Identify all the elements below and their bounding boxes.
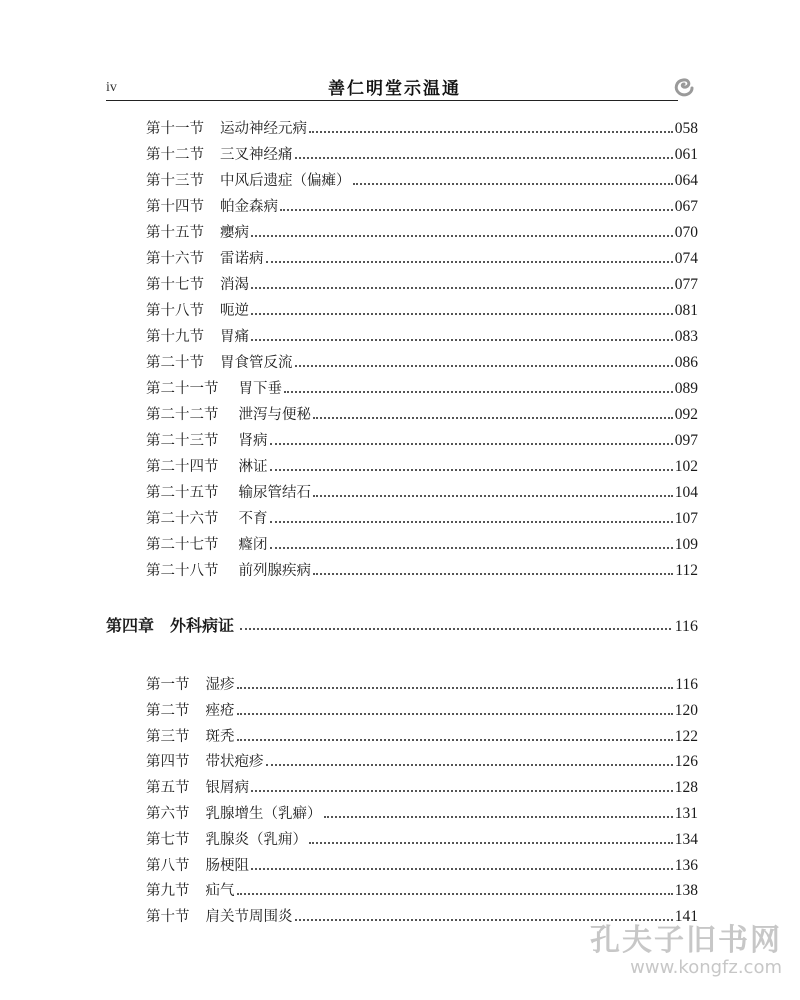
dot-leader bbox=[237, 893, 673, 895]
dot-leader bbox=[295, 919, 673, 921]
section-title: 痤疮 bbox=[205, 702, 235, 719]
section-number: 第五节 bbox=[146, 780, 190, 797]
dot-leader bbox=[284, 391, 673, 393]
toc-entry[interactable] bbox=[146, 244, 698, 268]
toc-entry[interactable] bbox=[146, 825, 698, 849]
section-number: 第十九节 bbox=[146, 329, 204, 345]
section-title: 三叉神经痛 bbox=[220, 147, 293, 163]
section-page: 077 bbox=[674, 276, 698, 293]
toc-entry[interactable] bbox=[146, 374, 698, 398]
section-number: 第二十节 bbox=[146, 355, 204, 371]
section-page: 081 bbox=[674, 302, 698, 319]
section-title: 带状疱疹 bbox=[205, 754, 264, 771]
section-number: 第十一节 bbox=[146, 121, 204, 137]
header-rule bbox=[106, 100, 678, 101]
section-number: 第二节 bbox=[146, 702, 190, 719]
toc-entry[interactable] bbox=[146, 670, 698, 694]
toc-entry[interactable] bbox=[146, 400, 698, 424]
dot-leader bbox=[251, 235, 673, 237]
dot-leader bbox=[313, 495, 673, 497]
section-title: 胃下垂 bbox=[238, 381, 282, 397]
toc-entry[interactable] bbox=[146, 722, 698, 746]
section-number: 第二十六节 bbox=[146, 511, 219, 527]
dot-leader bbox=[313, 573, 673, 575]
toc-chapter-entry[interactable] bbox=[106, 608, 698, 636]
toc-entry[interactable] bbox=[146, 166, 698, 190]
chapter-title: 外科病证 bbox=[170, 616, 235, 635]
dot-leader bbox=[251, 313, 673, 315]
dot-leader bbox=[237, 739, 673, 741]
section-page: 089 bbox=[674, 380, 698, 397]
section-title: 癃闭 bbox=[238, 537, 268, 553]
dot-leader bbox=[270, 547, 673, 549]
toc-entry[interactable] bbox=[146, 426, 698, 450]
toc-entry[interactable] bbox=[146, 348, 698, 372]
dot-leader bbox=[295, 157, 673, 159]
toc-entry[interactable] bbox=[146, 851, 698, 875]
section-page: 067 bbox=[674, 198, 698, 215]
dot-leader bbox=[251, 868, 673, 870]
toc-entry[interactable] bbox=[146, 218, 698, 242]
section-title: 帕金森病 bbox=[220, 199, 278, 215]
section-number: 第十三节 bbox=[146, 173, 204, 189]
toc-entry[interactable] bbox=[146, 452, 698, 476]
section-page: 109 bbox=[674, 536, 698, 553]
section-title: 输尿管结石 bbox=[238, 485, 311, 501]
section-page: 112 bbox=[675, 562, 698, 579]
section-title: 银屑病 bbox=[205, 780, 249, 797]
section-title: 乳腺炎（乳痈） bbox=[205, 831, 307, 848]
toc-entry[interactable] bbox=[146, 296, 698, 320]
section-page: 086 bbox=[674, 354, 698, 371]
dot-leader bbox=[353, 183, 673, 185]
section-page: 122 bbox=[674, 727, 698, 745]
toc-entry[interactable] bbox=[146, 556, 698, 580]
section-title: 淋证 bbox=[238, 459, 268, 475]
section-number: 第三节 bbox=[146, 728, 190, 745]
section-number: 第二十七节 bbox=[146, 537, 219, 553]
series-title: 善仁明堂示温通 bbox=[328, 79, 461, 99]
section-number: 第二十三节 bbox=[146, 433, 219, 449]
section-page: 138 bbox=[674, 882, 698, 900]
section-number: 第十六节 bbox=[146, 251, 204, 267]
toc-entry[interactable] bbox=[146, 114, 698, 138]
section-page: 136 bbox=[674, 856, 698, 874]
toc-entry[interactable] bbox=[146, 192, 698, 216]
section-title: 肠梗阻 bbox=[205, 857, 249, 874]
section-page: 083 bbox=[674, 328, 698, 345]
toc-entry[interactable] bbox=[146, 270, 698, 294]
watermark-url: www.kongfz.com bbox=[630, 957, 782, 978]
section-title: 斑秃 bbox=[205, 728, 235, 745]
section-title: 肾病 bbox=[238, 433, 268, 449]
toc-entry[interactable] bbox=[146, 322, 698, 346]
section-page: 102 bbox=[674, 458, 698, 475]
dot-leader bbox=[324, 816, 673, 818]
toc-entry[interactable] bbox=[146, 799, 698, 823]
watermark-text: 孔夫子旧书网 bbox=[590, 923, 782, 958]
section-number: 第十四节 bbox=[146, 199, 204, 215]
section-title: 前列腺疾病 bbox=[238, 563, 311, 579]
dot-leader bbox=[309, 842, 673, 844]
swirl-icon bbox=[670, 72, 698, 100]
section-title: 中风后遗症（偏瘫） bbox=[220, 173, 351, 189]
section-title: 肩关节周围炎 bbox=[205, 909, 293, 926]
section-number: 第二十五节 bbox=[146, 485, 219, 501]
toc-entry[interactable] bbox=[146, 530, 698, 554]
section-title: 运动神经元病 bbox=[220, 121, 307, 137]
section-title: 不育 bbox=[238, 511, 268, 527]
chapter-number: 第四章 bbox=[106, 616, 155, 635]
section-page: 058 bbox=[674, 120, 698, 137]
section-page: 131 bbox=[674, 805, 698, 822]
section-number: 第四节 bbox=[146, 754, 190, 771]
dot-leader bbox=[280, 209, 673, 211]
section-title: 乳腺增生（乳癖） bbox=[205, 806, 322, 822]
section-number: 第八节 bbox=[146, 857, 190, 874]
dot-leader bbox=[240, 628, 671, 630]
toc-entry[interactable] bbox=[146, 478, 698, 502]
dot-leader bbox=[270, 521, 673, 523]
section-page: 097 bbox=[674, 432, 698, 449]
dot-leader bbox=[237, 687, 674, 689]
section-page: 116 bbox=[675, 676, 698, 693]
section-number: 第二十二节 bbox=[146, 407, 219, 423]
dot-leader bbox=[266, 261, 673, 263]
section-title: 泄泻与便秘 bbox=[238, 407, 311, 423]
section-number: 第二十八节 bbox=[146, 563, 219, 579]
section-page: 061 bbox=[674, 146, 698, 163]
section-number: 第七节 bbox=[146, 831, 190, 848]
page-number: iv bbox=[106, 80, 117, 95]
section-page: 074 bbox=[674, 250, 698, 267]
toc-entry[interactable] bbox=[146, 504, 698, 528]
section-page: 126 bbox=[674, 753, 698, 771]
section-number: 第十节 bbox=[146, 909, 190, 926]
dot-leader bbox=[270, 469, 673, 471]
section-page: 128 bbox=[674, 779, 698, 797]
section-number: 第十七节 bbox=[146, 277, 204, 293]
section-number: 第十二节 bbox=[146, 147, 204, 163]
section-title: 胃痛 bbox=[220, 329, 249, 345]
watermark bbox=[562, 924, 782, 984]
section-page: 141 bbox=[674, 908, 698, 926]
section-page: 104 bbox=[674, 484, 698, 501]
section-page: 134 bbox=[674, 830, 698, 848]
toc-entry[interactable] bbox=[146, 773, 698, 797]
dot-leader bbox=[251, 790, 673, 792]
dot-leader bbox=[270, 443, 673, 445]
dot-leader bbox=[237, 713, 673, 715]
section-number: 第十八节 bbox=[146, 303, 204, 319]
dot-leader bbox=[295, 365, 673, 367]
toc-entry[interactable] bbox=[146, 696, 698, 720]
chapter-page: 116 bbox=[674, 618, 698, 635]
section-title: 消渴 bbox=[220, 277, 249, 293]
dot-leader bbox=[251, 287, 673, 289]
section-number: 第二十四节 bbox=[146, 459, 219, 475]
toc-entry[interactable] bbox=[146, 747, 698, 771]
toc-entry[interactable] bbox=[146, 140, 698, 164]
section-title: 胃食管反流 bbox=[220, 355, 293, 371]
section-number: 第一节 bbox=[146, 677, 190, 693]
dot-leader bbox=[251, 339, 673, 341]
section-number: 第二十一节 bbox=[146, 381, 219, 397]
section-number: 第九节 bbox=[146, 883, 190, 900]
section-page: 070 bbox=[674, 224, 698, 241]
section-page: 107 bbox=[674, 510, 698, 527]
section-page: 092 bbox=[674, 406, 698, 423]
toc-entry[interactable] bbox=[146, 876, 698, 900]
section-title: 癭病 bbox=[220, 225, 249, 241]
page-header bbox=[106, 70, 696, 106]
section-title: 湿疹 bbox=[205, 677, 235, 693]
dot-leader bbox=[309, 131, 673, 133]
section-page: 064 bbox=[674, 172, 698, 189]
section-number: 第十五节 bbox=[146, 225, 204, 241]
section-title: 雷诺病 bbox=[220, 251, 264, 267]
section-title: 呃逆 bbox=[220, 303, 249, 319]
dot-leader bbox=[313, 417, 673, 419]
section-title: 疝气 bbox=[205, 883, 235, 900]
section-number: 第六节 bbox=[146, 806, 190, 822]
section-page: 120 bbox=[674, 701, 698, 719]
dot-leader bbox=[266, 764, 673, 766]
